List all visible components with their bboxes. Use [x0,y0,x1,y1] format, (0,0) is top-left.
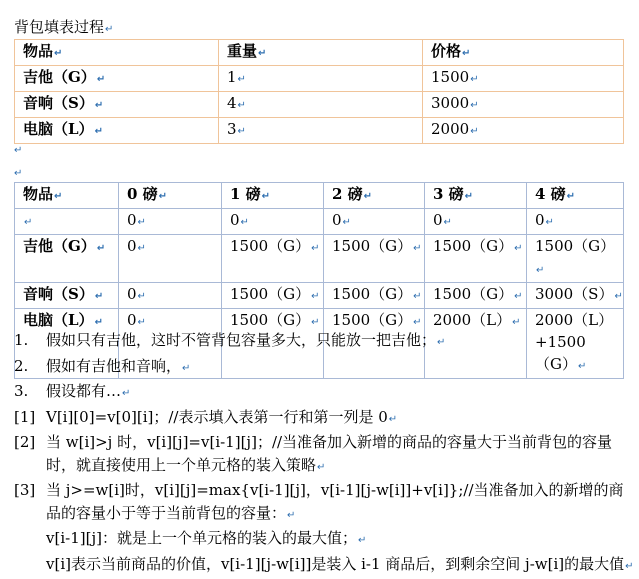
column-header: 物品↵ [15,183,119,209]
table-cell: 1500（G）↵ [222,283,324,309]
table-cell: 电脑（L）↵ [15,309,119,379]
list-item: [3] 当 j>=w[i]时，v[i][j]=max{v[i-1][j]，v[i-1][j-w[i]]+v[i]};//当准备加入的新增的商品的容量小于等于当前背包的容量：↵ v[i-1][j]：就是上一个单元格的装入的最大值；↵ v[i]表示当前商品的价值，v[i-1][j-w[i]]是装入 i-1 商品后，到剩余空间 j-w[i]的最大值↵ [14,479,634,578]
table-cell: 1500（G）↵ [324,235,425,283]
column-header: 物品↵ [15,40,219,66]
list-item: [1] V[i][0]=v[0][i]；//表示填入表第一行和第一列是 0↵ [14,407,398,426]
item-table [14,39,624,144]
table-cell: 0↵ [119,283,222,309]
list-item: 1. 假如只有吉他，这时不管背包容量多大，只能放一把吉他；↵ [14,331,446,349]
column-header: 价格↵ [423,40,624,66]
table-cell: ↵ [15,209,119,235]
paragraph-mark-icon: ↵ [14,168,23,179]
table-cell: 0↵ [222,209,324,235]
table-cell: 0↵ [119,309,222,379]
table-row [15,92,624,118]
table-row [15,209,624,235]
table-cell: 音响（S）↵ [15,92,219,118]
table-cell: 4↵ [219,92,423,118]
table-row [15,66,624,92]
table-cell: 3↵ [219,118,423,144]
table-cell: 1↵ [219,66,423,92]
table-cell: 1500（G）↵ [222,309,324,379]
table-cell: 2000（L）↵ [425,309,527,379]
table-cell: 0↵ [425,209,527,235]
column-header: 4 磅↵ [527,183,624,209]
table-cell: 吉他（G）↵ [15,66,219,92]
table-cell: 1500（G）↵ [222,235,324,283]
table-cell: 2000↵ [423,118,624,144]
table-row [15,235,624,283]
column-header: 重量↵ [219,40,423,66]
list-sub-item: v[i]表示当前商品的价值，v[i-1][j-w[i]]是装入 i-1 商品后，到剩余空间 j-w[i]的最大值↵ [46,554,634,573]
table-cell: 1500（G）↵ [425,283,527,309]
table-cell: 1500（G）↵ [527,235,624,283]
table-cell: 0↵ [324,209,425,235]
paragraph-mark-icon: ↵ [14,145,23,156]
table-cell: 吉他（G）↵ [15,235,119,283]
table-row [15,283,624,309]
explanation-list [14,329,634,578]
page-title: 背包填表过程↵ [14,18,114,36]
table-header-row [15,40,624,66]
table-cell: 1500（G）↵ [425,235,527,283]
list-item: 2. 假如有吉他和音响，↵ [14,356,191,375]
column-header: 3 磅↵ [425,183,527,209]
table-cell: 3000（S）↵ [527,283,624,309]
table-header-row [15,183,624,209]
table-cell: 1500↵ [423,66,624,92]
table-cell: 音响（S）↵ [15,283,119,309]
list-item: 3. 假设都有…↵ [14,382,131,400]
table-cell: 0↵ [119,209,222,235]
table-cell: 1500（G）↵ [324,309,425,379]
table-row [15,118,624,144]
table-cell: 0↵ [119,235,222,283]
column-header: 0 磅↵ [119,183,222,209]
table-cell: 3000↵ [423,92,624,118]
table-cell: 2000（L）+1500（G）↵ [527,309,624,379]
table-cell: 0↵ [527,209,624,235]
list-item: [2] 当 w[i]>j 时，v[i][j]=v[i-1][j]；//当准备加入新增的商品的容量大于当前背包的容量时，就直接使用上一个单元格的装入策略↵ [14,433,613,474]
column-header: 1 磅↵ [222,183,324,209]
column-header: 2 磅↵ [324,183,425,209]
table-cell: 1500（G）↵ [324,283,425,309]
table-cell: 电脑（L）↵ [15,118,219,144]
list-sub-item: v[i-1][j]：就是上一个单元格的装入的最大值；↵ [46,529,367,547]
